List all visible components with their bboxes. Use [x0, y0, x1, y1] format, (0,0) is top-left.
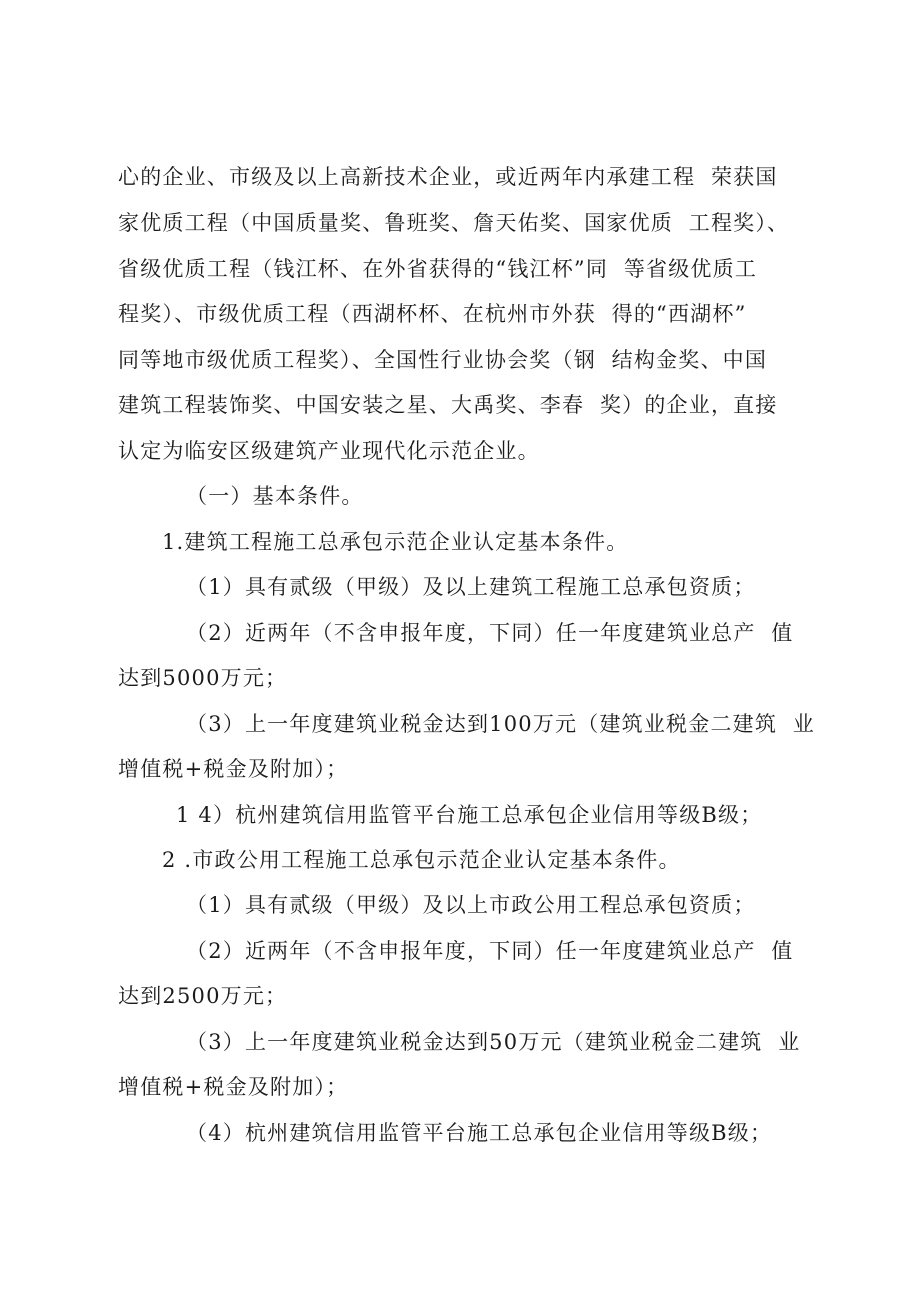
item1-condition-1: （1）具有贰级（甲级）及以上建筑工程施工总承包资质；: [186, 575, 756, 599]
item2-condition-1: （1）具有贰级（甲级）及以上市政公用工程总承包资质；: [186, 893, 756, 917]
intro-line-7: 认定为临安区级建筑产业现代化示范企业。: [118, 439, 540, 463]
item1-condition-2-cont: 达到5000万元；: [118, 666, 288, 690]
section-basic-heading: （一）基本条件。: [186, 484, 364, 508]
intro-line-6: 建筑工程装饰奖、中国安装之星、大禹奖、李春 奖）的企业，直接: [118, 393, 778, 417]
item2-condition-2-cont: 达到2500万元；: [118, 984, 288, 1008]
item1-condition-3-cont: 增值税+税金及附加）；: [118, 757, 349, 781]
intro-line-2: 家优质工程（中国质量奖、鲁班奖、詹天佑奖、国家优质 工程奖）、: [118, 211, 790, 235]
intro-line-3: 省级优质工程（钱江杯、在外省获得的“钱江杯”同 等省级优质工: [118, 257, 758, 281]
item2-condition-4: （4）杭州建筑信用监管平台施工总承包企业信用等级B级；: [186, 1121, 773, 1145]
intro-line-1: 心的企业、市级及以上高新技术企业，或近两年内承建工程 荣获国: [118, 165, 778, 189]
item2-condition-3-cont: 增值税+税金及附加）；: [118, 1075, 349, 1099]
intro-line-4: 程奖）、市级优质工程（西湖杯杯、在杭州市外获 得的“西湖杯”: [118, 302, 747, 326]
item1-condition-3: （3）上一年度建筑业税金达到100万元（建筑业税金二建筑 业: [186, 712, 815, 736]
item1-condition-4: 1 4）杭州建筑信用监管平台施工总承包企业信用等级B级；: [176, 803, 763, 827]
item2-title: 2 .市政公用工程施工总承包示范企业认定基本条件。: [162, 848, 681, 872]
item2-condition-3: （3）上一年度建筑业税金达到50万元（建筑业税金二建筑 业: [186, 1030, 801, 1054]
item2-condition-2: （2）近两年（不含申报年度，下同）任一年度建筑业总产 值: [186, 939, 794, 963]
item1-condition-2: （2）近两年（不含申报年度，下同）任一年度建筑业总产 值: [186, 621, 794, 645]
intro-line-5: 同等地市级优质工程奖）、全国性行业协会奖（钢 结构金奖、中国: [118, 348, 768, 372]
item1-title: 1.建筑工程施工总承包示范企业认定基本条件。: [162, 530, 629, 554]
